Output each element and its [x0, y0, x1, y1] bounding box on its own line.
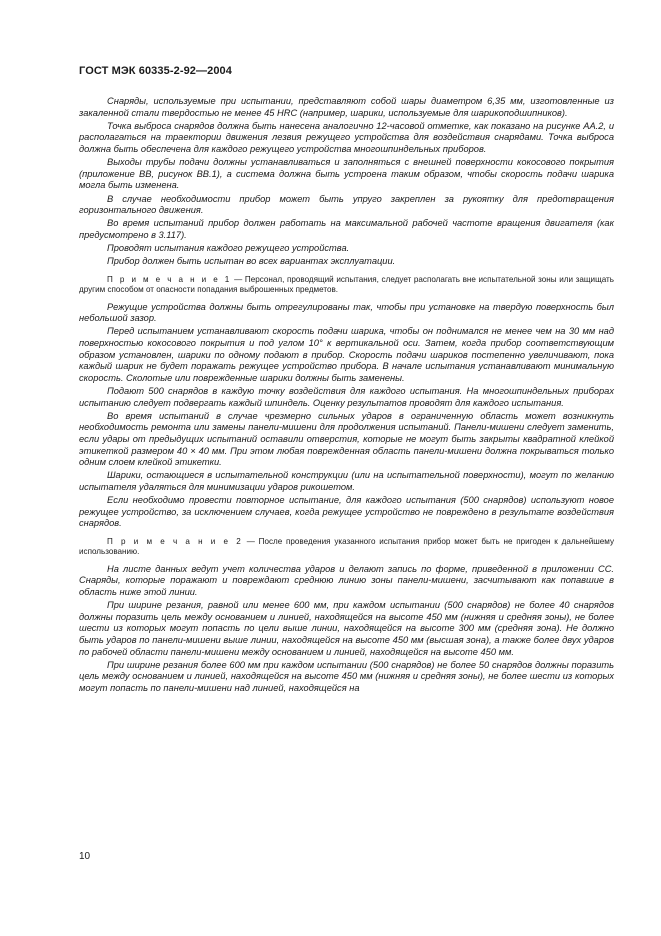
note-1-label: П р и м е ч а н и е 1: [107, 274, 232, 284]
paragraph: Проводят испытания каждого режущего устройства.: [107, 243, 350, 254]
note-1: [79, 275, 614, 296]
paragraph: Во время испытаний прибор должен работать на максимальной рабочей частоте вращения двигателя (как предусмотрено в 3.117).: [79, 218, 614, 240]
paragraph: Перед испытанием устанавливают скорость подачи шарика, чтобы он поднимался не менее чем на 30 мм над поверхностью кокосового покрытия и под углом 10° к вертикальной оси. Затем, когда прибор соответствующим образом установлен, шарики по одному подают в прибор. Скорость подачи шариков постепенно увеличивают, пока каждый шарик не будет поражать режущее устройство прибора. В начале испытания устанавливают минимальную скорость. Сколотые или поврежденные шарики должны быть заменены.: [79, 326, 614, 383]
page-number: 10: [79, 851, 91, 862]
note-1-text: — Персонал, проводящий испытания, следует располагать вне испытательной зоны или защищать другим способом от опасности попадания выброшенных предметов.: [79, 274, 614, 295]
note-2-label: П р и м е ч а н и е 2: [107, 536, 243, 546]
paragraph: Во время испытаний в случае чрезмерно сильных ударов в ограниченную область может возникнуть необходимость ремонта или замены панели-мишени для продолжения испытаний. Панели-мишени следует заменить, если удары от предыдущих испытаний оставили отверстия, которые не могут быть закрыты квадратной клейкой этикеткой размером 40 × 40 мм. При этом любая поврежденная область панели-мишени должна покрываться только одним слоем клейкой этикетки.: [79, 410, 614, 468]
paragraph: В случае необходимости прибор может быть упруго закреплен за рукоятку для предотвращения горизонтального движения.: [79, 193, 614, 216]
paragraph: Снаряды, используемые при испытании, представляют собой шары диаметром 6,35 мм, изготовленные из закаленной стали твердостью не менее 45 HRC (например, шарики, используемые для шарикоподшипников).: [79, 96, 614, 118]
paragraph: Режущие устройства должны быть отрегулированы так, чтобы при установке на твердую поверхность был небольшой зазор.: [79, 301, 614, 324]
paragraph: Выходы трубы подачи должны устанавливаться и заполняться с внешней поверхности кокосового покрытия (приложение ВВ, рисунок ВВ.1), а система должна быть устроена таким образом, чтобы скорость подачи шарика могла быть изменена.: [79, 157, 614, 191]
paragraph: Если необходимо провести повторное испытание, для каждого испытания (500 снарядов) используют новое режущее устройство, за исключением случаев, когда режущее устройство не повреждено в результате воздействия снарядов.: [79, 495, 614, 529]
paragraph: Точка выброса снарядов должна быть нанесена аналогично 12-часовой отметке, как показано на рисунке АА.2, и располагаться на траектории движения лезвия режущего устройства для воздействия снарядами. Точка выброса должна быть обеспечена для каждого режущего устройства многошпиндельных приборов.: [79, 120, 614, 154]
paragraph: Прибор должен быть испытан во всех вариантах эксплуатации.: [107, 256, 396, 267]
paragraph: На листе данных ведут учет количества ударов и делают запись по форме, приведенной в приложении СС. Снаряды, которые поражают и повреждают среднюю линию зоны панели-мишени, засчитывают как попавшие в область ниже этой линии.: [79, 563, 614, 597]
paragraph: При ширине резания, равной или менее 600 мм, при каждом испытании (500 снарядов) не более 40 снарядов должны поразить цель между основанием и линией, находящейся на высоте 450 мм (нижняя и средняя зоны), не более шести из которых могут попасть по цели выше линии, находящейся на высоте 300 мм (средняя зона). Не должно быть ударов по панели-мишени выше линии, находящейся на высоте 450 мм (высшая зона), а также более двух ударов по рабочей области панели-мишени между основанием и линией, находящейся на высоте 450 мм.: [79, 600, 614, 657]
paragraph: При ширине резания более 600 мм при каждом испытании (500 снарядов) не более 50 снарядов должны поразить цель между основанием и линией, находящейся на высоте 450 мм (нижняя и средняя зоны), не более шести из которых могут попасть по панели-мишени над линией, находящейся на: [79, 659, 614, 693]
paragraph: Шарики, остающиеся в испытательной конструкции (или на испытательной поверхности), могут по желанию испытателя удаляться для минимизации ударов рикошетом.: [79, 470, 614, 492]
document-body: [79, 96, 614, 696]
note-2-text: — После проведения указанного испытания прибор может быть не пригоден к дальнейшему использованию.: [79, 536, 615, 557]
note-2: [79, 537, 614, 558]
document-header-title: ГОСТ МЭК 60335-2-92—2004: [79, 65, 232, 77]
paragraph: Подают 500 снарядов в каждую точку воздействия для каждого испытания. На многошпиндельных приборах испытанию следует подвергать каждый шпиндель. Оценку результатов проводят для каждого испытания.: [79, 386, 614, 408]
